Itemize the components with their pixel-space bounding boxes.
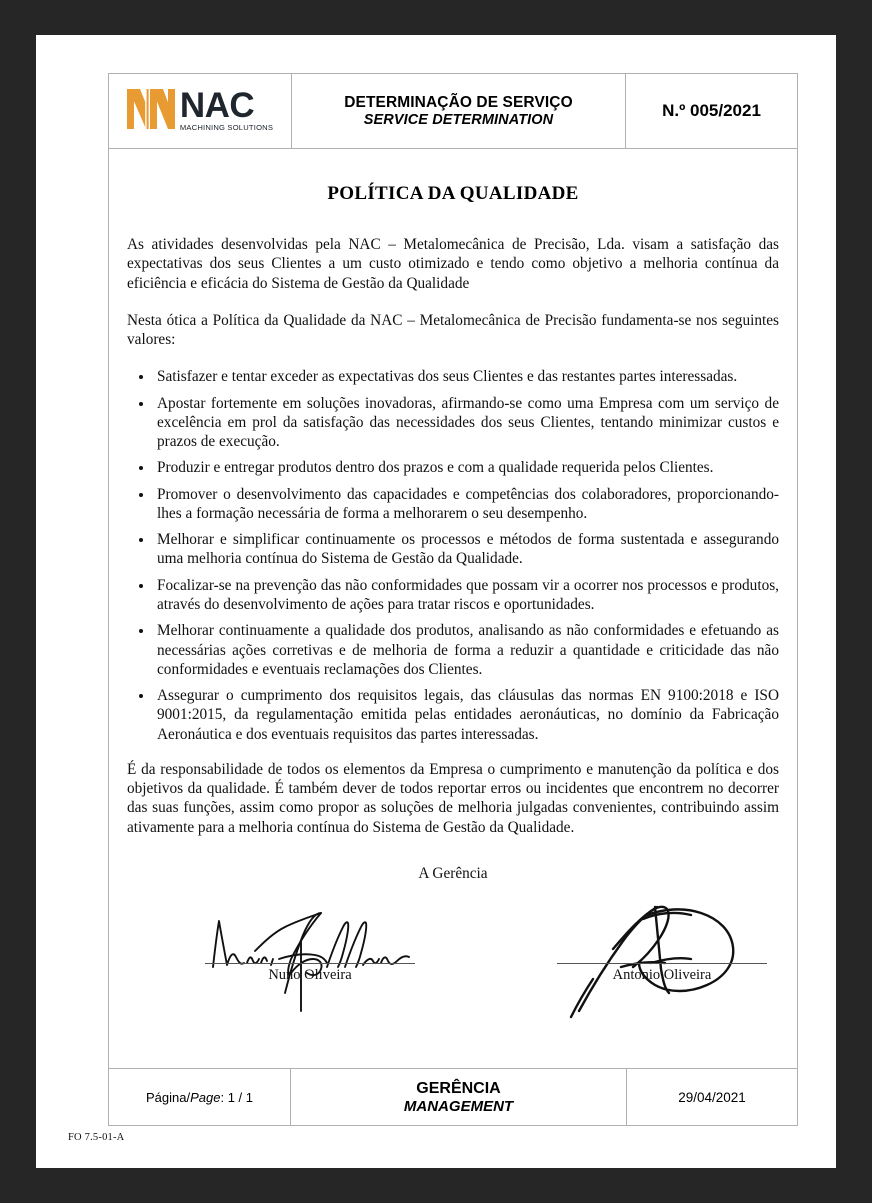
signature-name: Nuno Oliveira (268, 966, 352, 983)
logo-wordmark: NAC (179, 85, 255, 125)
list-item (127, 530, 779, 569)
document-footer-table (108, 1069, 798, 1126)
header-title-cell (292, 74, 626, 148)
list-item (127, 621, 779, 679)
footer-page-text (146, 1090, 253, 1105)
header-title-pt: DETERMINAÇÃO DE SERVIÇO (344, 94, 573, 111)
signature-line (205, 963, 415, 964)
page-label-en: Page (190, 1089, 221, 1105)
document-number: N.º 005/2021 (662, 101, 761, 120)
header-title-en: SERVICE DETERMINATION (363, 112, 554, 128)
logo-text (179, 85, 274, 133)
list-item-text: Promover o desenvolvimento das capacidades e competências dos colaboradores, proporcionando-lhes a formação necessária de forma a melhorarem o seu desempenho. (157, 485, 779, 522)
lead-in-paragraph: Nesta ótica a Política da Qualidade da NAC – Metalomecânica de Precisão fundamenta-se nos seguintes valores: (127, 311, 779, 349)
list-item (127, 686, 779, 744)
list-item (127, 576, 779, 615)
list-item-text: Apostar fortemente em soluções inovadoras, afirmando-se como uma Empresa com um serviço de excelência em prol da satisfação das necessidades dos seus Clientes, tentando minimizar custos e prazos de execução. (157, 394, 779, 451)
bullet-icon (139, 694, 143, 698)
bullet-icon (139, 375, 143, 379)
handwritten-signature-ink (551, 879, 791, 1019)
intro-paragraph: As atividades desenvolvidas pela NAC – Metalomecânica de Precisão, Lda. visam a satisfação das expectativas dos seus Clientes a um custo otimizado e tendo como objetivo a melhoria contínua da eficiência e eficácia do Sistema de Gestão da Qualidade (127, 236, 779, 292)
list-item (127, 394, 779, 452)
header-logo-cell (109, 74, 292, 148)
list-item (127, 485, 779, 524)
footer-date: 29/04/2021 (678, 1089, 746, 1105)
nac-double-n-mark-icon (127, 87, 175, 136)
document-frame (108, 73, 798, 1126)
bullet-icon (139, 466, 143, 470)
page-value: : 1 / 1 (220, 1089, 253, 1105)
footer-role-cell (291, 1069, 627, 1125)
list-item-text: Melhorar e simplificar continuamente os processos e métodos de forma sustentada e assegurando uma melhoria contínua do Sistema de Gestão da Qualidade. (157, 531, 779, 568)
list-item-text: Assegurar o cumprimento dos requisitos legais, das cláusulas das normas EN 9100:2018 e ISO 9001:2015, da regulamentação emitida pelas entidades aeronáuticas, no domínio da Fabricação Aeronáutica e dos eventuais requisitos das partes interessadas. (157, 687, 779, 743)
page-title: POLÍTICA DA QUALIDADE (327, 183, 579, 204)
signature-line (557, 963, 767, 964)
list-item (127, 367, 779, 386)
quality-values-list (127, 367, 779, 744)
signature-row (127, 901, 779, 1021)
list-item (127, 458, 779, 477)
page-label-pt: Página/ (146, 1089, 191, 1105)
form-code: FO 7.5-01-A (68, 1132, 125, 1143)
bullet-icon (139, 584, 143, 588)
document-page (36, 35, 836, 1168)
footer-page-cell (109, 1069, 291, 1125)
list-item-text: Produzir e entregar produtos dentro dos prazos e com a qualidade requerida pelos Clientes. (157, 459, 714, 477)
bullet-icon (139, 402, 143, 406)
signature-name: Antonio Oliveira (612, 966, 712, 983)
bullet-icon (139, 493, 143, 497)
header-document-number-cell (626, 74, 797, 148)
handwritten-signature-ink (197, 893, 427, 1013)
list-item-text: Melhorar continuamente a qualidade dos produtos, analisando as não conformidades e efetuando as necessárias ações corretivas e de melhoria de forma a reduzir a quantidade e criticidade das não conformidades e eventuais reclamações dos Clientes. (157, 622, 779, 678)
document-header-table (108, 73, 798, 149)
bullet-icon (139, 538, 143, 542)
bullet-icon (139, 629, 143, 633)
list-item-text: Satisfazer e tentar exceder as expectativas dos seus Clientes e das restantes partes interessadas. (157, 368, 738, 386)
footer-date-cell (627, 1069, 797, 1125)
logo-tagline: MACHINING SOLUTIONS (179, 123, 274, 133)
footer-role-pt: GERÊNCIA (416, 1079, 501, 1097)
document-body (108, 149, 798, 1069)
list-item-text: Focalizar-se na prevenção das não conformidades que possam vir a ocorrer nos processos e produtos, através do desenvolvimento de ações para tratar riscos e oportunidades. (157, 576, 779, 613)
signed-by-label: A Gerência (418, 864, 488, 882)
footer-role-en: MANAGEMENT (403, 1097, 514, 1115)
closing-paragraph: É da responsabilidade de todos os elementos da Empresa o cumprimento e manutenção da política e dos objetivos da qualidade. É também dever de todos reportar erros ou incidentes que encontrem no decorrer das suas funções, assim como propor as soluções de melhoria julgadas convenientes, contribuindo assim ativamente para a melhoria contínua do Sistema de Gestão da Qualidade. (127, 760, 779, 836)
nac-logo (127, 87, 273, 136)
